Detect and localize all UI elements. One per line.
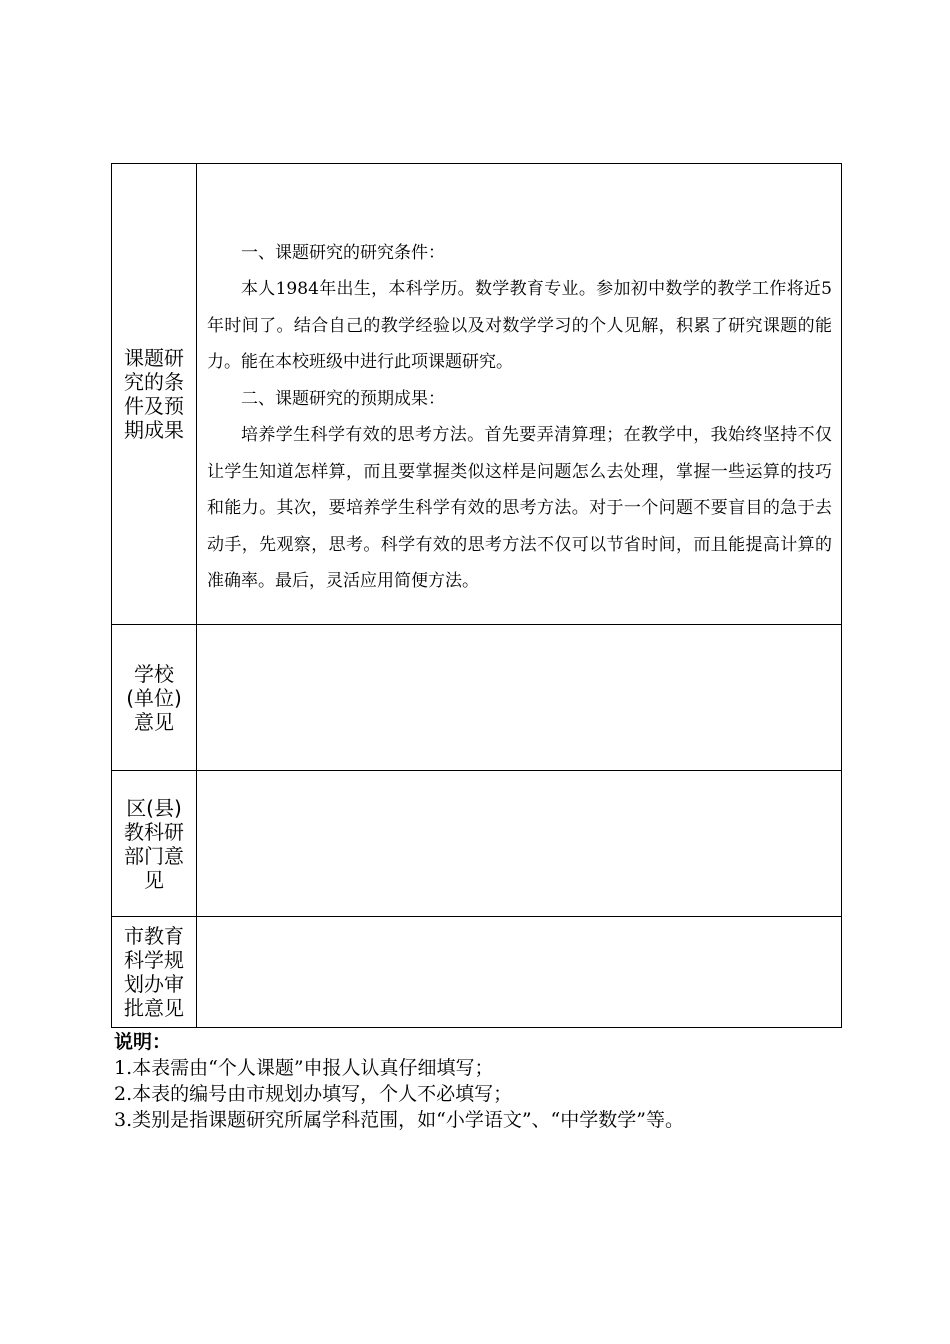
row-label-text: 区(县)教科研部门意见 [124,795,184,892]
note-item: 1.本表需由“个人课题”申报人认真仔细填写； [114,1057,494,1079]
table-row [112,771,842,917]
table-row [112,164,842,625]
note-item: 2.本表的编号由市规划办填写，个人不必填写； [114,1083,513,1105]
conditions-content [197,189,841,600]
row-label-school-opinion [112,625,197,771]
district-opinion-field[interactable] [197,771,842,917]
row-label-city-approval [112,917,197,1028]
school-opinion-field[interactable] [197,625,842,771]
conditions-content-cell [197,164,842,625]
application-form-table [111,163,842,1028]
row-label-conditions [112,164,197,625]
table-row [112,917,842,1028]
row-label-district-opinion [112,771,197,917]
note-item: 3.类别是指课题研究所属学科范围，如“小学语文”、“中学数学”等。 [114,1109,684,1131]
table-row [112,625,842,771]
row-label-text: 学校(单位)意见 [126,661,182,734]
row-label-text: 市教育科学规划办审批意见 [124,924,184,1020]
row-label-text: 课题研究的条件及预期成果 [124,346,184,442]
city-approval-field[interactable] [197,917,842,1028]
notes-section [114,1029,874,1133]
outcomes-paragraph: 培养学生科学有效的思考方法。首先要弄清算理；在教学中，我始终坚持不仅让学生知道怎样算，而且要掌握类似这样是问题怎么去处理，掌握一些运算的技巧和能力。其次，要培养学生科学有效的思考方法。对于一个问题不要盲目的急于去动手，先观察，思考。科学有效的思考方法不仅可以节省时间，而且能提高计算的准确率。最后，灵活应用简便方法。 [207,425,832,591]
section-heading-outcomes: 二、课题研究的预期成果： [241,388,445,409]
section-heading-conditions: 一、课题研究的研究条件： [241,242,445,263]
notes-title: 说明： [114,1031,172,1053]
conditions-paragraph: 本人1984年出生，本科学历。数学教育专业。参加初中数学的教学工作将近5年时间了。结合自己的教学经验以及对数学学习的个人见解，积累了研究课题的能力。能在本校班级中进行此项课题研究。 [207,279,832,372]
